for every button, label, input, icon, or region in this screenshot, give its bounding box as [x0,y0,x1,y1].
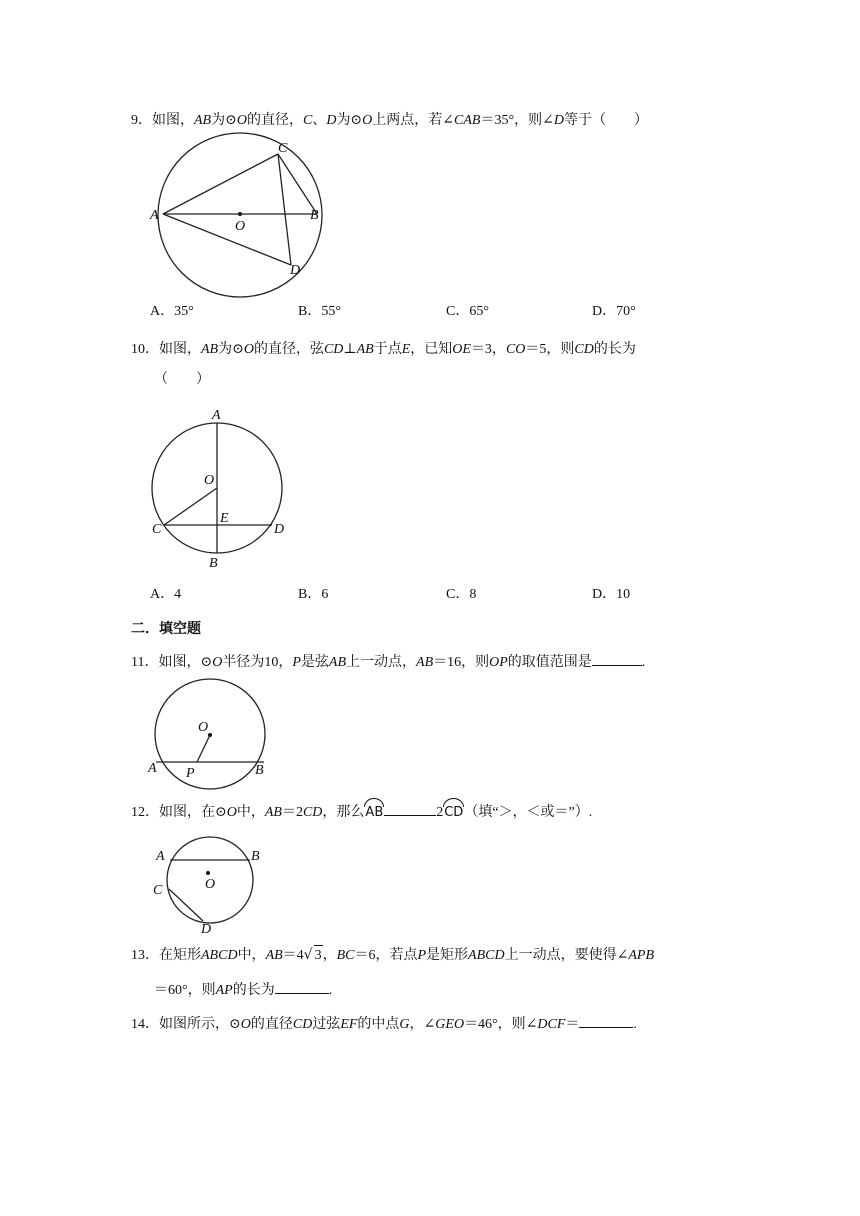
q10-segment-co [164,488,217,525]
q10-label-b: B [209,556,218,571]
q9-option-d: D．70° [592,304,636,319]
q9-option-c: C．65° [446,304,489,319]
q10-option-a: A．4 [150,587,182,602]
q9-stem: 9．如图，AB为⊙O的直径，C、D为⊙O上两点，若∠CAB＝35°，则∠D等于（ ） [131,113,648,128]
q11-stem: 11．如图，⊙O半径为10，P是弦AB上一动点，AB＝16，则OP的取值范围是 . [131,651,645,673]
q13-answer-blank[interactable] [275,979,329,994]
q9-center-dot [238,212,242,216]
q12-label-d: D [201,922,212,937]
q13-stem: 13．在矩形ABCD中，AB＝4√ 3，BC＝6，若点P是矩形ABCD上一动点，要使得∠APB [131,945,654,966]
q10-stem-paren: （ ） [154,372,210,387]
q9-chord-ac [163,154,278,214]
q11-label-a: A [148,761,157,776]
q10-label-e: E [220,511,229,526]
q12-label-o: O [205,877,216,892]
q11-answer-blank[interactable] [592,651,642,666]
q10-label-d: D [274,522,285,537]
q10-option-d: D．10 [592,587,631,602]
q9-figure [145,140,335,290]
q9-label-a: A [150,208,159,223]
q10-stem: 10．如图，AB为⊙O的直径，弦CD⊥AB于点E，已知OE＝3，CO＝5，则CD的长为 [131,342,636,357]
q9-label-o: O [235,219,246,234]
q12-label-c: C [153,883,163,898]
q13-sqrt-radicand: 3 [314,945,323,966]
q9-chord-ad [163,214,291,265]
section-title-fill-in: 二．填空题 [131,621,201,637]
q13-stem-line2: ＝60°，则AP的长为 . [154,979,332,1001]
q14-answer-blank[interactable] [579,1013,633,1028]
q10-option-c: C．8 [446,587,477,602]
q11-label-o: O [198,720,209,735]
q9-label-c: C [278,141,288,156]
q10-option-b: B．6 [298,587,329,602]
q11-figure [145,680,275,790]
q12-arc-cd: CD [443,803,464,823]
q12-arc-ab: AB [364,803,384,823]
q9-option-b: B．55° [298,304,341,319]
q11-center-dot [208,733,212,737]
q12-label-b: B [251,849,260,864]
q14-stem: 14．如图所示，⊙O的直径CD过弦EF的中点G，∠GEO＝46°，则∠DCF＝ . [131,1013,637,1035]
q12-center-dot [206,871,210,875]
q11-label-b: B [255,763,264,778]
q12-label-a: A [156,849,165,864]
q9-option-a: A．35° [150,304,194,319]
q9-label-d: D [290,263,301,278]
q12-stem: 12．如图，在⊙O中，AB＝2CD，那么AB 2CD（填“＞，＜或＝”）. [131,801,592,823]
q11-label-p: P [186,766,195,781]
q10-figure [140,402,300,572]
q9-label-b: B [310,208,319,223]
q10-label-o: O [204,473,215,488]
q12-figure [145,830,275,940]
q11-segment-op [197,735,210,762]
q10-label-c: C [152,522,162,537]
q10-label-a: A [212,408,221,423]
q12-answer-blank[interactable] [384,801,436,816]
